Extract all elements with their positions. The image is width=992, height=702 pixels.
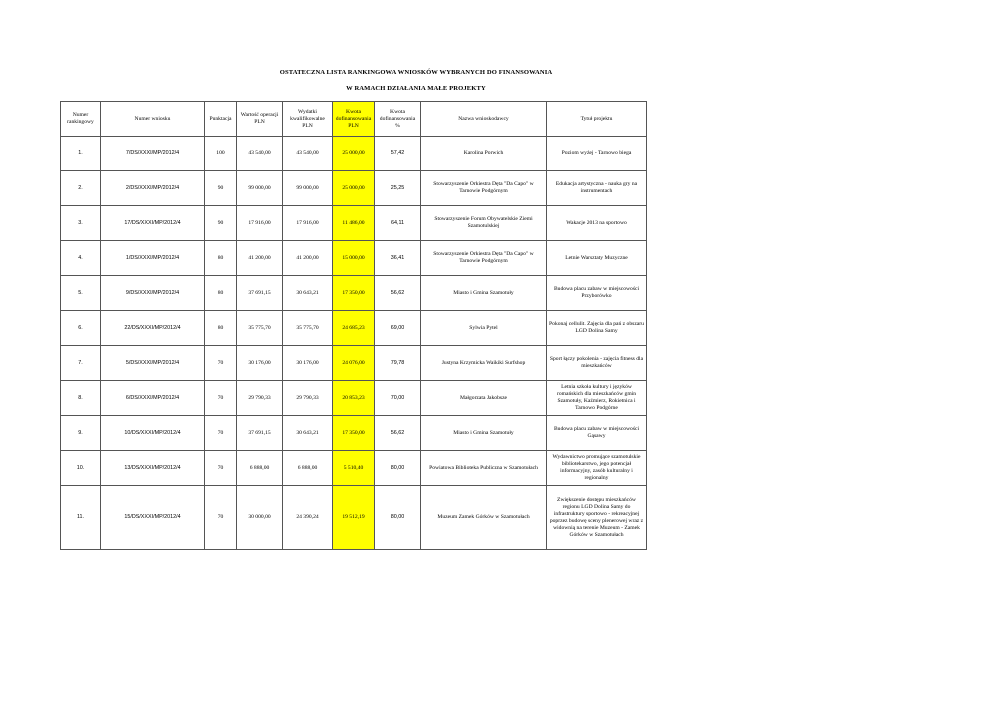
row-eligible-expenses: 41 200,00	[283, 241, 333, 276]
row-applicant-name: Sylwia Pytel	[421, 311, 547, 346]
row-funding-amount: 24 685,23	[333, 311, 375, 346]
table-row	[61, 346, 647, 381]
row-score: 70	[205, 416, 237, 451]
row-eligible-expenses: 30 643,21	[283, 416, 333, 451]
row-application-number: 10/DS/XXXI/MP/2012/4	[101, 416, 205, 451]
row-application-number: 5/DS/XXXI/MP/2012/4	[101, 346, 205, 381]
row-funding-percent: 64,11	[375, 206, 421, 241]
row-funding-amount: 25 000,00	[333, 137, 375, 171]
row-application-number: 2/DS/XXXI/MP/2012/4	[101, 171, 205, 206]
row-application-number: 6/DS/XXXI/MP/2012/4	[101, 381, 205, 416]
row-number: 11.	[61, 486, 101, 550]
row-number: 5.	[61, 276, 101, 311]
table-row	[61, 241, 647, 276]
row-eligible-expenses: 99 000,00	[283, 171, 333, 206]
row-operation-value: 30 176,00	[237, 346, 283, 381]
table-row	[61, 311, 647, 346]
row-application-number: 1/DS/XXXI/MP/2012/4	[101, 241, 205, 276]
row-funding-percent: 70,00	[375, 381, 421, 416]
table-row	[61, 451, 647, 486]
row-score: 100	[205, 137, 237, 171]
row-funding-percent: 57,42	[375, 137, 421, 171]
row-eligible-expenses: 24 390,24	[283, 486, 333, 550]
row-operation-value: 37 691,15	[237, 416, 283, 451]
row-operation-value: 37 691,15	[237, 276, 283, 311]
header-punktacja: Punktacja	[205, 102, 237, 137]
row-funding-percent: 80,00	[375, 451, 421, 486]
ranking-table	[60, 101, 647, 550]
row-funding-amount: 19 512,19	[333, 486, 375, 550]
row-application-number: 9/DS/XXXI/MP/2012/4	[101, 276, 205, 311]
row-project-title: Wydawnictwo promujące szamotulskie bibliotekarstwo, jego potencjał informacyjny, zasób kulturalny i regionalny	[547, 451, 647, 486]
row-funding-percent: 80,00	[375, 486, 421, 550]
row-applicant-name: Powiatowa Biblioteka Publiczna w Szamotułach	[421, 451, 547, 486]
row-score: 90	[205, 171, 237, 206]
row-funding-percent: 79,78	[375, 346, 421, 381]
row-number: 3.	[61, 206, 101, 241]
row-operation-value: 29 790,33	[237, 381, 283, 416]
header-tytul: Tytuł projektu	[547, 102, 647, 137]
row-eligible-expenses: 30 176,00	[283, 346, 333, 381]
header-wartosc: Wartość operacji PLN	[237, 102, 283, 137]
row-score: 70	[205, 346, 237, 381]
row-funding-amount: 5 510,40	[333, 451, 375, 486]
row-application-number: 7/DS/XXXI/MP/2012/4	[101, 137, 205, 171]
row-number: 9.	[61, 416, 101, 451]
row-eligible-expenses: 30 643,21	[283, 276, 333, 311]
table-row	[61, 381, 647, 416]
row-funding-amount: 17 350,00	[333, 276, 375, 311]
row-funding-amount: 15 000,00	[333, 241, 375, 276]
row-operation-value: 99 000,00	[237, 171, 283, 206]
table-row	[61, 137, 647, 171]
row-funding-percent: 56,62	[375, 276, 421, 311]
row-application-number: 13/DS/XXXI/MP/2012/4	[101, 451, 205, 486]
row-score: 70	[205, 486, 237, 550]
header-kwota-pln: Kwota dofinansowania PLN	[333, 102, 375, 137]
row-application-number: 22/DS/XXXI/MP/2012/4	[101, 311, 205, 346]
row-eligible-expenses: 35 775,70	[283, 311, 333, 346]
row-score: 70	[205, 451, 237, 486]
row-funding-amount: 25 000,00	[333, 171, 375, 206]
document-title: OSTATECZNA LISTA RANKINGOWA WNIOSKÓW WYBRANYCH DO FINANSOWANIA	[279, 69, 553, 76]
row-funding-percent: 36,41	[375, 241, 421, 276]
row-operation-value: 41 200,00	[237, 241, 283, 276]
row-project-title: Pokonaj cellulit. Zajęcia dla pań z obszaru LGD Dolina Samy	[547, 311, 647, 346]
row-applicant-name: Karolina Porwich	[421, 137, 547, 171]
row-operation-value: 6 888,00	[237, 451, 283, 486]
row-score: 70	[205, 381, 237, 416]
header-row	[61, 102, 647, 137]
document-subtitle: W RAMACH DZIAŁANIA MAŁE PROJEKTY	[346, 85, 486, 92]
row-eligible-expenses: 6 888,00	[283, 451, 333, 486]
row-application-number: 17/DS/XXXI/MP/2012/4	[101, 206, 205, 241]
row-score: 80	[205, 276, 237, 311]
row-score: 80	[205, 241, 237, 276]
row-funding-percent: 56,62	[375, 416, 421, 451]
row-project-title: Wakacje 2013 na sportowo	[547, 206, 647, 241]
row-operation-value: 30 000,00	[237, 486, 283, 550]
row-funding-percent: 25,25	[375, 171, 421, 206]
header-numer-rankingowy: Numer rankingowy	[61, 102, 101, 137]
row-eligible-expenses: 17 916,00	[283, 206, 333, 241]
row-number: 10.	[61, 451, 101, 486]
row-project-title: Sport łączy pokolenia - zajęcia fitness dla mieszkańców	[547, 346, 647, 381]
table-row	[61, 276, 647, 311]
table-row	[61, 171, 647, 206]
header-numer-wniosku: Numer wniosku	[101, 102, 205, 137]
row-number: 6.	[61, 311, 101, 346]
row-score: 80	[205, 311, 237, 346]
table-row	[61, 206, 647, 241]
row-project-title: Budowa placu zabaw w miejscowości Przyborówko	[547, 276, 647, 311]
row-applicant-name: Stowarzyszenie Forum Obywatelskie Ziemi Szamotulskiej	[421, 206, 547, 241]
row-applicant-name: Małgorzata Jakobsze	[421, 381, 547, 416]
row-funding-amount: 17 350,00	[333, 416, 375, 451]
row-project-title: Budowa placu zabaw w miejscowości Gąsawy	[547, 416, 647, 451]
row-project-title: Letnie Warsztaty Muzyczne	[547, 241, 647, 276]
row-application-number: 15/DS/XXXI/MP/2012/4	[101, 486, 205, 550]
row-number: 1.	[61, 137, 101, 171]
row-operation-value: 43 540,00	[237, 137, 283, 171]
header-kwota-proc: Kwota dofinansowania %	[375, 102, 421, 137]
row-number: 8.	[61, 381, 101, 416]
table-row	[61, 416, 647, 451]
row-operation-value: 35 775,70	[237, 311, 283, 346]
row-applicant-name: Justyna Krzymicka Waikiki Surfshop	[421, 346, 547, 381]
row-funding-amount: 20 853,23	[333, 381, 375, 416]
row-number: 4.	[61, 241, 101, 276]
row-funding-amount: 24 076,00	[333, 346, 375, 381]
table-row	[61, 486, 647, 550]
header-wydatki: Wydatki kwalifikowalne PLN	[283, 102, 333, 137]
row-eligible-expenses: 29 790,33	[283, 381, 333, 416]
row-funding-amount: 11 486,00	[333, 206, 375, 241]
row-funding-percent: 69,00	[375, 311, 421, 346]
row-operation-value: 17 916,00	[237, 206, 283, 241]
header-nazwa: Nazwa wnioskodawcy	[421, 102, 547, 137]
row-project-title: Poziom wyżej - Tarnowo biega	[547, 137, 647, 171]
row-applicant-name: Stowarzyszenie Orkiestra Dęta "Da Capo" w Tarnowie Podgórnym	[421, 241, 547, 276]
row-applicant-name: Stowarzyszenie Orkiestra Dęta "Da Capo" w Tarnowie Podgórnym	[421, 171, 547, 206]
row-project-title: Letnia szkoła kultury i języków romańskich dla mieszkańców gmin Szamotuły, Kaźmierz, Rokietnica i Tarnowo Podgórne	[547, 381, 647, 416]
row-score: 90	[205, 206, 237, 241]
row-applicant-name: Muzeum Zamek Górków w Szamotułach	[421, 486, 547, 550]
row-number: 7.	[61, 346, 101, 381]
row-eligible-expenses: 43 540,00	[283, 137, 333, 171]
row-project-title: Zwiększenie dostępu mieszkańców regionu LGD Dolina Samy do infrastruktury sportowo - rekreacyjnej poprzez budowę sceny plenerowej wraz z widownią na terenie Muzeum - Zamek Górków w Szamotułach	[547, 486, 647, 550]
row-project-title: Edukacja artystyczna - nauka gry na instrumentach	[547, 171, 647, 206]
row-applicant-name: Miasto i Gmina Szamotuły	[421, 276, 547, 311]
row-number: 2.	[61, 171, 101, 206]
row-applicant-name: Miasto i Gmina Szamotuły	[421, 416, 547, 451]
